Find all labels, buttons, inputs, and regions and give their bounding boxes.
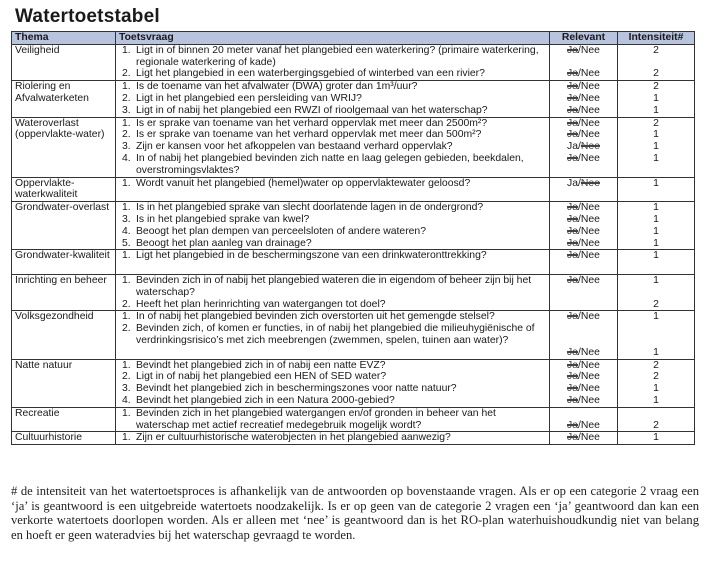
table-row: [12, 311, 695, 359]
question: [119, 395, 546, 407]
question-text: Bevinden zich in het plangebied watergangen en/of gronden in beheer van het waterschap met actief recreatief medegebruik mogelijk wordt?: [136, 407, 496, 431]
answer-nee: /Nee: [578, 68, 600, 80]
intensiteit-cell: [618, 250, 695, 275]
question: [119, 323, 546, 347]
question-number: 4.: [122, 152, 131, 164]
toetsvraag-cell: [116, 432, 550, 445]
intensiteit-value: 2: [653, 419, 659, 431]
toetsvraag-cell: [116, 311, 550, 359]
question-text: Ligt in of binnen 20 meter vanaf het plangebied een waterkering? (primaire waterkering, regionale waterkering of kade): [136, 44, 539, 68]
question-text: Ligt het plangebied in een waterbergingsgebied of winterbed van een rivier?: [136, 68, 485, 80]
answer-ja: Ja: [567, 213, 579, 225]
question-text: Heeft het plan herinrichting van watergangen tot doel?: [136, 298, 386, 310]
answer-nee: /Nee: [578, 371, 600, 383]
spacer: [621, 165, 691, 177]
question-number: 1.: [122, 44, 131, 56]
relevant-answer: [553, 311, 614, 323]
relevant-answer: [553, 105, 614, 117]
relevant-cell: [550, 432, 618, 445]
answer-ja: Ja: [567, 237, 579, 249]
intensiteit-value: 2: [653, 117, 659, 129]
intensiteit-value: 1: [653, 213, 659, 225]
question-number: 1.: [122, 177, 131, 189]
question-number: 1.: [122, 359, 131, 371]
header-relevant: Relevant: [550, 32, 618, 45]
question-text: Ligt in of nabij het plangebied een RWZI of rioolgemaal van het waterschap?: [136, 104, 488, 116]
question-text: Beoogt het plan dempen van perceelsloten of andere wateren?: [136, 225, 426, 237]
question-number: 1.: [122, 250, 131, 262]
question: [119, 129, 546, 141]
answer-ja: Ja: [567, 152, 579, 164]
relevant-answer: [553, 178, 614, 190]
table-row: [12, 359, 695, 407]
question-text: Is er sprake van toename van het verhard oppervlak met meer dan 500m²?: [136, 129, 482, 141]
relevant-answer: [553, 347, 614, 359]
question-text: In of nabij het plangebied bevinden zich natte en laag gelegen gebieden, beekdalen, overstromingsvlaktes?: [136, 152, 524, 176]
question-number: 1.: [122, 407, 131, 419]
toetsvraag-cell: [116, 250, 550, 275]
question-number: 1.: [122, 274, 131, 286]
intensiteit-value: 1: [653, 92, 659, 104]
question: [119, 299, 546, 311]
table-row: [12, 274, 695, 310]
thema-cell: Recreatie: [12, 407, 116, 432]
intensiteit-value: 1: [653, 104, 659, 116]
toetsvraag-cell: [116, 407, 550, 432]
header-toetsvraag: Toetsvraag: [116, 32, 550, 45]
intensiteit-cell: [618, 202, 695, 250]
relevant-answer: [553, 153, 614, 165]
thema-cell: Volksgezondheid: [12, 311, 116, 359]
question: [119, 360, 546, 372]
answer-ja: Ja: [567, 359, 579, 371]
relevant-answer: [553, 360, 614, 372]
question: [119, 250, 546, 262]
intensiteit-value: 1: [653, 432, 659, 444]
intensiteit-cell: [618, 407, 695, 432]
spacer: [553, 323, 614, 335]
answer-ja: Ja: [567, 419, 579, 431]
table-row: [12, 407, 695, 432]
intensiteit-value: 1: [653, 237, 659, 249]
relevant-answer: [553, 395, 614, 407]
thema-cell: Inrichting en beheer: [12, 274, 116, 310]
intensiteit-value: 1: [653, 394, 659, 406]
question-number: 1.: [122, 202, 131, 214]
intensiteit-cell: [618, 177, 695, 202]
answer-ja: Ja: [567, 44, 579, 56]
header-intensiteit: Intensiteit#: [618, 32, 695, 45]
question-number: 3.: [122, 213, 131, 225]
question-text: Bevindt het plangebied zich in of nabij een natte EVZ?: [136, 359, 386, 371]
intensiteit-value: 1: [653, 141, 659, 153]
intensiteit-cell: [618, 274, 695, 310]
question-text: Is in het plangebied sprake van kwel?: [136, 213, 310, 225]
spacer: [553, 57, 614, 69]
question-text: Zijn er cultuurhistorische waterobjecten in het plangebied aanwezig?: [136, 432, 451, 444]
thema-cell: Wateroverlast (oppervlakte-water): [12, 117, 116, 177]
answer-ja: Ja: [567, 311, 579, 323]
question: [119, 178, 546, 190]
toetsvraag-cell: [116, 44, 550, 80]
relevant-answer: [553, 371, 614, 383]
question-text: In of nabij het plangebied bevinden zich overstorten uit het gemengde stelsel?: [136, 311, 495, 323]
page-title: Watertoetstabel: [15, 6, 160, 27]
relevant-answer: [553, 141, 614, 153]
intensiteit-value: 1: [653, 202, 659, 214]
question-number: 1.: [122, 432, 131, 444]
question: [119, 311, 546, 323]
question-text: Bevindt het plangebied zich in een Natura 2000-gebied?: [136, 394, 395, 406]
question: [119, 383, 546, 395]
footnote: # de intensiteit van het watertoetsproces is afhankelijk van de antwoorden op bovenstaande vragen. Als er op een categorie 2 vraag een ‘ja’ is geantwoord is een uitgebreide watertoets noodzakelijk. Is er op geen van de categorie 2 vragen een ‘ja’ geantwoord dan kan een verkorte watertoets doorlopen worden. Als er alleen met ‘nee’ is geantwoord dan is het RO-plan waterhuishoudkundig niet van belang en hoeft er geen wateradvies bij het waterschap gevraagd te worden.: [11, 484, 699, 542]
answer-ja: Ja: [567, 81, 579, 93]
relevant-answer: [553, 45, 614, 57]
spacer: [553, 287, 614, 299]
intensiteit-cell: [618, 432, 695, 445]
answer-ja: Ja: [567, 383, 579, 395]
relevant-cell: [550, 81, 618, 117]
intensiteit-value: 2: [653, 68, 659, 80]
relevant-answer: [553, 238, 614, 250]
answer-nee: /Nee: [578, 274, 600, 286]
intensiteit-value: 1: [653, 274, 659, 286]
answer-nee: /Nee: [578, 44, 600, 56]
question: [119, 408, 546, 432]
question: [119, 141, 546, 153]
relevant-answer: [553, 214, 614, 226]
relevant-answer: [553, 432, 614, 444]
relevant-cell: [550, 311, 618, 359]
answer-ja: Ja: [567, 104, 579, 116]
relevant-cell: [550, 250, 618, 275]
question: [119, 371, 546, 383]
relevant-answer: [553, 93, 614, 105]
question-text: Ligt het plangebied in de beschermingszone van een drinkwateronttrekking?: [136, 250, 487, 262]
answer-nee: /Nee: [578, 81, 600, 93]
answer-ja: Ja: [567, 225, 579, 237]
answer-ja: Ja/: [567, 177, 581, 189]
thema-cell: Grondwater-overlast: [12, 202, 116, 250]
answer-ja: Ja: [567, 274, 579, 286]
intensiteit-value: 1: [653, 129, 659, 141]
spacer: [621, 335, 691, 347]
intensiteit-value: 2: [653, 371, 659, 383]
question-number: 2.: [122, 129, 131, 141]
intensiteit-value: 2: [653, 298, 659, 310]
spacer: [621, 57, 691, 69]
answer-ja: Ja: [567, 129, 579, 141]
answer-ja: Ja/: [567, 141, 581, 153]
spacer: [119, 262, 546, 274]
table-header-row: [12, 32, 695, 45]
relevant-answer: [553, 275, 614, 287]
answer-nee: /Nee: [578, 129, 600, 141]
intensiteit-cell: [618, 359, 695, 407]
spacer: [621, 323, 691, 335]
table-row: [12, 250, 695, 275]
question-text: Ligt in het plangebied een persleiding van WRIJ?: [136, 92, 362, 104]
question-number: 1.: [122, 311, 131, 323]
question: [119, 118, 546, 130]
answer-ja: Ja: [567, 202, 579, 214]
table-row: [12, 202, 695, 250]
toetsvraag-cell: [116, 117, 550, 177]
relevant-answer: [553, 81, 614, 93]
thema-cell: Oppervlakte-waterkwaliteit: [12, 177, 116, 202]
question-number: 3.: [122, 383, 131, 395]
intensiteit-cell: [618, 117, 695, 177]
intensiteit-value: 1: [653, 225, 659, 237]
relevant-cell: [550, 117, 618, 177]
relevant-answer: [553, 129, 614, 141]
answer-ja: Ja: [567, 432, 579, 444]
thema-cell: Veiligheid: [12, 44, 116, 80]
relevant-answer: [553, 226, 614, 238]
intensiteit-value: 1: [653, 383, 659, 395]
spacer: [553, 335, 614, 347]
relevant-cell: [550, 202, 618, 250]
answer-nee: Nee: [580, 177, 600, 189]
question-number: 4.: [122, 225, 131, 237]
answer-nee: /Nee: [578, 213, 600, 225]
relevant-answer: [553, 202, 614, 214]
intensiteit-value: 1: [653, 152, 659, 164]
spacer: [621, 262, 691, 274]
question-number: 2.: [122, 92, 131, 104]
question-text: Is er sprake van toename van het verhard oppervlak met meer dan 2500m²?: [136, 117, 488, 129]
spacer: [553, 165, 614, 177]
answer-nee: /Nee: [578, 419, 600, 431]
answer-nee: /Nee: [578, 394, 600, 406]
table-row: [12, 81, 695, 117]
table-row: [12, 117, 695, 177]
thema-cell: Grondwater-kwaliteit: [12, 250, 116, 275]
question: [119, 105, 546, 117]
relevant-answer: [553, 68, 614, 80]
table-body: [12, 44, 695, 444]
question: [119, 226, 546, 238]
answer-nee: /Nee: [578, 359, 600, 371]
question-number: 2.: [122, 68, 131, 80]
question-text: Ligt in of nabij het plangebied een HEN of SED water?: [136, 371, 387, 383]
table-row: [12, 432, 695, 445]
answer-ja: Ja: [567, 394, 579, 406]
spacer: [621, 408, 691, 420]
answer-nee: /Nee: [578, 237, 600, 249]
intensiteit-value: 2: [653, 81, 659, 93]
question-number: 2.: [122, 371, 131, 383]
question-number: 4.: [122, 394, 131, 406]
relevant-answer: [553, 420, 614, 432]
answer-nee: /Nee: [578, 202, 600, 214]
answer-nee: /Nee: [578, 152, 600, 164]
intensiteit-value: 1: [653, 346, 659, 358]
answer-nee: /Nee: [578, 383, 600, 395]
thema-cell: Natte natuur: [12, 359, 116, 407]
toetsvraag-cell: [116, 81, 550, 117]
answer-ja: Ja: [567, 346, 579, 358]
question-number: 2.: [122, 323, 131, 335]
answer-nee: /Nee: [578, 92, 600, 104]
relevant-answer: [553, 118, 614, 130]
question: [119, 214, 546, 226]
question-text: Is de toename van het afvalwater (DWA) groter dan 1m³/uur?: [136, 81, 418, 93]
intensiteit-value: 1: [653, 250, 659, 262]
spacer: [553, 262, 614, 274]
intensiteit-value: 2: [653, 359, 659, 371]
question: [119, 68, 546, 80]
intensiteit-cell: [618, 44, 695, 80]
answer-nee: /Nee: [578, 311, 600, 323]
question-number: 1.: [122, 117, 131, 129]
question-text: Zijn er kansen voor het afkoppelen van bestaand verhard oppervlak?: [136, 141, 453, 153]
answer-nee: /Nee: [578, 104, 600, 116]
question-text: Wordt vanuit het plangebied (hemel)water op oppervlaktewater geloosd?: [136, 177, 471, 189]
spacer: [553, 299, 614, 311]
relevant-answer: [553, 383, 614, 395]
answer-ja: Ja: [567, 68, 579, 80]
table-row: [12, 177, 695, 202]
watertoets-table: [11, 31, 695, 445]
answer-nee: /Nee: [578, 432, 600, 444]
question-text: Is in het plangebied sprake van slecht doorlatende lagen in de ondergrond?: [136, 202, 484, 214]
relevant-cell: [550, 177, 618, 202]
question: [119, 45, 546, 69]
answer-ja: Ja: [567, 92, 579, 104]
intensiteit-value: 2: [653, 44, 659, 56]
question-text: Beoogt het plan aanleg van drainage?: [136, 237, 312, 249]
toetsvraag-cell: [116, 177, 550, 202]
intensiteit-value: 1: [653, 311, 659, 323]
question: [119, 432, 546, 444]
question: [119, 238, 546, 250]
intensiteit-cell: [618, 81, 695, 117]
answer-nee: /Nee: [578, 117, 600, 129]
question-text: Bevindt het plangebied zich in beschermingszones voor natte natuur?: [136, 383, 457, 395]
question-number: 3.: [122, 104, 131, 116]
question-number: 5.: [122, 237, 131, 249]
question-text: Bevinden zich, of komen er functies, in of nabij het plangebied die milieuhygiënische of verdrinkingsrisico’s met zich meebrengen (zwemmen, spelen, tuinen aan water)?: [136, 323, 535, 346]
toetsvraag-cell: [116, 202, 550, 250]
question-number: 2.: [122, 298, 131, 310]
question-number: 1.: [122, 81, 131, 93]
question: [119, 93, 546, 105]
answer-nee: /Nee: [578, 225, 600, 237]
question: [119, 81, 546, 93]
table-row: [12, 44, 695, 80]
question-number: 3.: [122, 141, 131, 153]
toetsvraag-cell: [116, 359, 550, 407]
answer-ja: Ja: [567, 250, 579, 262]
question: [119, 153, 546, 177]
thema-cell: Riolering en Afvalwaterketen: [12, 81, 116, 117]
answer-nee: /Nee: [578, 250, 600, 262]
intensiteit-cell: [618, 311, 695, 359]
question: [119, 275, 546, 299]
relevant-cell: [550, 274, 618, 310]
intensiteit-value: 1: [653, 177, 659, 189]
answer-ja: Ja: [567, 117, 579, 129]
spacer: [553, 408, 614, 420]
relevant-cell: [550, 359, 618, 407]
question-text: Bevinden zich in of nabij het plangebied wateren die in eigendom of beheer zijn bij het waterschap?: [136, 274, 532, 298]
answer-nee: /Nee: [578, 346, 600, 358]
answer-nee: Nee: [580, 141, 600, 153]
relevant-answer: [553, 250, 614, 262]
thema-cell: Cultuurhistorie: [12, 432, 116, 445]
toetsvraag-cell: [116, 274, 550, 310]
header-thema: Thema: [12, 32, 116, 45]
spacer: [621, 287, 691, 299]
question: [119, 202, 546, 214]
relevant-cell: [550, 44, 618, 80]
answer-ja: Ja: [567, 371, 579, 383]
relevant-cell: [550, 407, 618, 432]
